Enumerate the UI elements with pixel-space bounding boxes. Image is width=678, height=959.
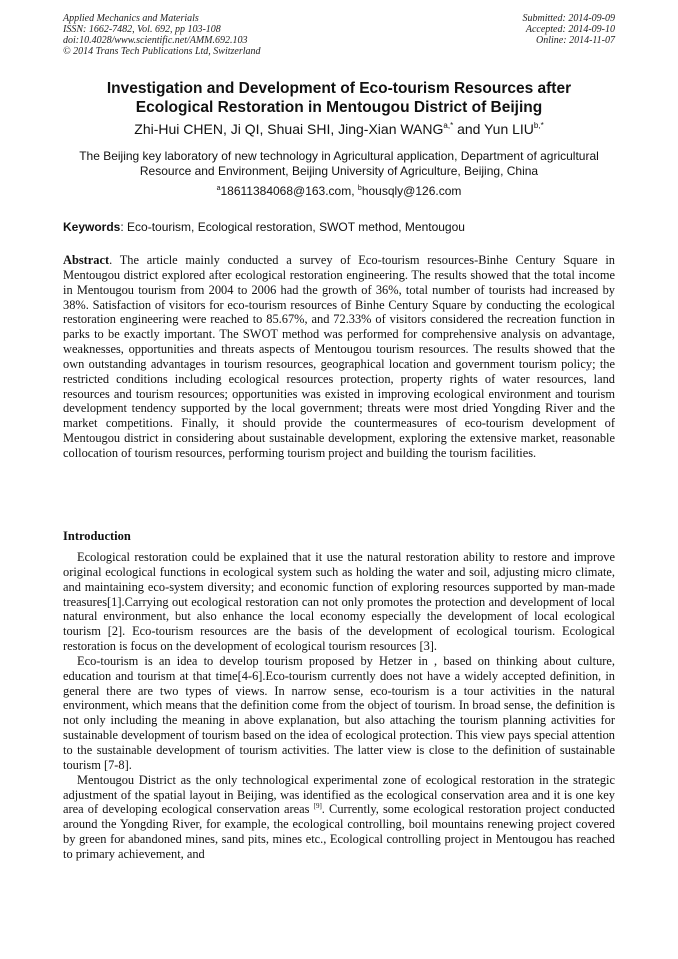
affiliation-line-2: Resource and Environment, Beijing University of Agriculture, Beijing, China [139, 164, 539, 178]
copyright-line: © 2014 Trans Tech Publications Ltd, Switzerland [63, 46, 261, 57]
abstract-label: Abstract [63, 253, 110, 267]
paper-title [63, 79, 615, 117]
keywords-label: Keywords [63, 220, 121, 234]
abstract [63, 253, 615, 461]
email-a[interactable]: 18611384068@163.com, [220, 184, 358, 198]
accepted-date: Accepted: 2014-09-10 [525, 24, 615, 35]
online-date: Online: 2014-11-07 [536, 35, 615, 46]
journal-info [63, 13, 261, 57]
keywords [63, 220, 615, 235]
title-line-2: Ecological Restoration in Mentougou District of Beijing [135, 99, 543, 116]
email-b-superscript: b [357, 185, 362, 192]
liu-superscript: b,* [533, 121, 544, 130]
citation-superscript: [9] [313, 802, 322, 811]
wang-superscript: a,* [443, 121, 454, 130]
issn-line: ISSN: 1662-7482, Vol. 692, pp 103-108 [63, 24, 221, 35]
keywords-text: : Eco-tourism, Ecological restoration, SWOT method, Mentougou [120, 220, 465, 234]
intro-paragraph-1: Ecological restoration could be explained that it use the natural restoration ability to restore and improve original ecological functions in ecological system such as holding the water and soil, adjusting micro climate, and maintaining eco-system diversity; and economic function of exploring resources supported by man-made treasures[1].Carrying out ecological restoration can not only promotes the protection and development of local natural environment, but also enhance the local economy especially the development of local ecological tourism [2]. Eco-tourism resources are the basis of the development of ecological tourism. Ecological restoration is focus on the development of ecological tourism resources [3]. [63, 550, 615, 654]
abstract-text: . The article mainly conducted a survey of Eco-tourism resources-Binhe Century Square in Mentougou district explored after ecological restoration engineering. The results showed that the total income in Mentougou tourism from 2004 to 2006 had the growth of 36%, total number of tourists had increased by 38%. Satisfaction of visitors for eco-tourism resources of Binhe Century Square by conducting the ecological restoration engineering were reached to 85.67%, and 72.33% of visitors considered the recreation function in parks to be exactly important. The SWOT method was performed for comprehensive analysis on advantage, weaknesses, opportunities and threats aspects of Mentougou tourism resources. The results showed that the own outstanding advantages in tourism resources, geographical location and government tourism policy; the restricted conditions including ecological resources protection, property rights of water resources, land resources and tourism resources; opportunities was existed in improving ecological environment and tourism development tendency supported by the local government; threats were most dried Yongding River and the market competitions. Finally, it should provide the countermeasures of eco-tourism development of Mentougou district in considering about sustainable development, exploring the extensive market, reasonable collocation of tourism resources, performing tourism project and building the tourism facilities. [63, 253, 615, 460]
journal-name: Applied Mechanics and Materials [63, 13, 199, 24]
intro-paragraph-3-part-a: Mentougou District as the only technological experimental zone of ecological restoration in the strategic adjustment of the spatial layout in Beijing, was identified as the ecological conservation area and it is one key area of developing ecological conservation areas [63, 772, 615, 817]
affiliation-line-1: The Beijing key laboratory of new technology in Agricultural application, Department of agricultural [79, 149, 599, 163]
publication-dates [523, 13, 616, 46]
email-b[interactable]: housqly@126.com [361, 184, 462, 198]
email-a-superscript: a [216, 185, 221, 192]
doi-line: doi:10.4028/www.scientific.net/AMM.692.103 [63, 35, 248, 46]
authors-main: Zhi-Hui CHEN, Ji QI, Shuai SHI, Jing-Xian WANG [134, 121, 444, 137]
title-line-1: Investigation and Development of Eco-tourism Resources after [106, 80, 572, 97]
contact-emails [63, 184, 615, 199]
intro-paragraph-2: Eco-tourism is an idea to develop tourism proposed by Hetzer in , based on thinking about culture, education and tourism at that time[4-6].Eco-tourism currently does not have a widely accepted definition, in general there are two types of views. In narrow sense, eco-tourism is a tour activities in the natural environment, which means that the definition come from the object of tourism. In broad sense, the definition is not only including the meaning in above explanation, but also attaching the tourism planning activities for sustainable development of tourism based on the idea of ecological protection. This view pays special attention to the sustainable development of tourism activities. The latter view is close to the definition of sustainable tourism [7-8]. [63, 653, 615, 772]
intro-paragraph-3-part-b: . Currently, some ecological restoration project conducted around the Yongding River, for example, the ecological controlling, boil mountains renewing project covered by green for abandoned mines, sand pits, mines etc., Ecological controlling project in Mentougou has reached to primary achievement, and [63, 802, 615, 861]
introduction-heading: Introduction [63, 529, 131, 543]
introduction-body [63, 550, 615, 862]
author-list [63, 120, 615, 138]
affiliation [63, 149, 615, 179]
intro-paragraph-3 [63, 773, 615, 862]
submitted-date: Submitted: 2014-09-09 [522, 13, 615, 24]
authors-connector: and Yun LIU [453, 121, 534, 137]
